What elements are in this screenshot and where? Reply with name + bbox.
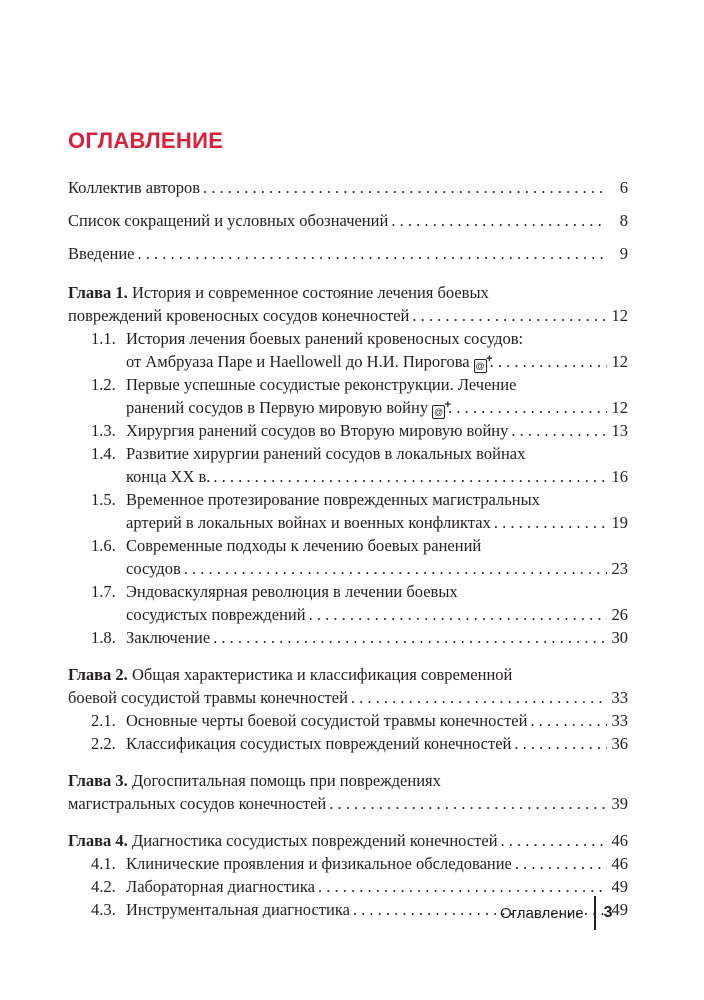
chapter-label: Глава 4.: [68, 831, 128, 850]
section-title-line: Классификация сосудистых повреждений конечностей: [126, 734, 512, 753]
dot-leader: [309, 603, 607, 626]
section-title-line: Временное протезирование поврежденных магистральных: [126, 490, 540, 509]
entry-page: 12: [611, 352, 628, 371]
dot-leader: [515, 852, 607, 875]
entry-page: 46: [611, 854, 628, 873]
electronic-resource-icon: @ +: [474, 359, 487, 373]
toc-section-2-1[interactable]: [68, 709, 628, 732]
dot-leader: [213, 465, 607, 488]
section-title-line: сосудов: [126, 559, 181, 578]
chapter-title-line: боевой сосудистой травмы конечностей: [68, 688, 348, 707]
toc-chapter-3[interactable]: [68, 769, 628, 815]
section-title-line: Инструментальная диагностика: [126, 900, 350, 919]
section-number: 1.3.: [91, 421, 116, 440]
dot-leader: [494, 511, 607, 534]
section-title-line: Лабораторная диагностика: [126, 877, 315, 896]
dot-leader: [318, 875, 607, 898]
toc-section-1-3[interactable]: [68, 419, 628, 442]
entry-page: 46: [611, 831, 628, 850]
toc-chapter-4[interactable]: [68, 829, 628, 852]
toc-section-1-5[interactable]: [68, 488, 628, 534]
section-title-line: Развитие хирургии ранений сосудов в локальных войнах: [126, 444, 526, 463]
entry-text: Введение: [68, 244, 135, 263]
section-number: 2.2.: [91, 734, 116, 753]
entry-page: 19: [611, 513, 628, 532]
toc-entry-abbreviations[interactable]: [68, 209, 628, 232]
entry-page: 36: [611, 734, 628, 753]
page-number: 3: [603, 904, 613, 921]
page-footer: [500, 896, 613, 930]
entry-page: 12: [611, 398, 628, 417]
section-title-line: Эндоваскулярная революция в лечении боевых: [126, 582, 458, 601]
toc-chapter-1[interactable]: [68, 281, 628, 327]
entry-text: Коллектив авторов: [68, 178, 200, 197]
chapter-title-line: Догоспитальная помощь при повреждениях: [131, 771, 441, 790]
entry-page: 39: [611, 794, 628, 813]
dot-leader: [511, 419, 607, 442]
running-footer-label: Оглавление: [500, 904, 584, 922]
section-number: 1.7.: [91, 582, 116, 601]
toc-section-1-7[interactable]: [68, 580, 628, 626]
dot-leader: [448, 396, 607, 419]
chapter-label: Глава 3.: [68, 771, 128, 790]
entry-page: 12: [611, 306, 628, 325]
chapter-title-line: Общая характеристика и классификация современной: [131, 665, 513, 684]
entry-page: 8: [619, 211, 628, 230]
section-title-line: Заключение: [126, 628, 211, 647]
dot-leader: [530, 709, 607, 732]
footer-divider: [594, 896, 596, 930]
chapter-title-line: Диагностика сосудистых повреждений конечностей: [131, 831, 498, 850]
entry-page: 49: [611, 900, 628, 919]
chapter-title-line: повреждений кровеносных сосудов конечностей: [68, 306, 410, 325]
entry-page: 16: [611, 467, 628, 486]
chapter-title-line: магистральных сосудов конечностей: [68, 794, 327, 813]
dot-leader: [203, 176, 607, 199]
entry-page: 26: [611, 605, 628, 624]
toc-section-4-1[interactable]: [68, 852, 628, 875]
dot-leader: [138, 242, 607, 265]
dot-leader: [329, 792, 607, 815]
entry-page: 33: [611, 711, 628, 730]
toc-entry-introduction[interactable]: [68, 242, 628, 265]
section-title-line: Хирургия ранений сосудов во Вторую мировую войну: [126, 421, 509, 440]
section-title-line: Клинические проявления и физикальное обследование: [126, 854, 512, 873]
section-title-line: сосудистых повреждений: [126, 605, 306, 624]
electronic-resource-icon: @ +: [432, 405, 445, 419]
toc-section-1-2[interactable]: [68, 373, 628, 419]
toc-entry-authors[interactable]: [68, 176, 628, 199]
section-number: 1.2.: [91, 375, 116, 394]
section-number: 1.5.: [91, 490, 116, 509]
toc-chapter-2[interactable]: [68, 663, 628, 709]
chapter-title-line: История и современное состояние лечения боевых: [131, 283, 489, 302]
entry-page: 30: [611, 628, 628, 647]
toc-section-4-2[interactable]: [68, 875, 628, 898]
entry-text: Список сокращений и условных обозначений: [68, 211, 389, 230]
section-number: 1.4.: [91, 444, 116, 463]
section-number: 1.1.: [91, 329, 116, 348]
section-title-line: ранений сосудов в Первую мировую войну: [126, 398, 429, 417]
section-title-line: Основные черты боевой сосудистой травмы конечностей: [126, 711, 528, 730]
dot-leader: [184, 557, 607, 580]
section-number: 4.3.: [91, 900, 116, 919]
section-title-line: от Амбруаза Паре и Haellowell до Н.И. Пирогова: [126, 352, 470, 371]
entry-page: 49: [611, 877, 628, 896]
section-number: 4.2.: [91, 877, 116, 896]
dot-leader: [213, 626, 607, 649]
entry-page: 13: [611, 421, 628, 440]
section-title-line: Современные подходы к лечению боевых ранений: [126, 536, 482, 555]
table-of-contents: [68, 176, 628, 921]
dot-leader: [351, 686, 607, 709]
toc-section-1-1[interactable]: [68, 327, 628, 373]
section-title-line: Первые успешные сосудистые реконструкции. Лечение: [126, 375, 517, 394]
section-number: 1.8.: [91, 628, 116, 647]
dot-leader: [490, 350, 607, 373]
toc-title: ОГЛАВЛЕНИЕ: [68, 128, 224, 153]
toc-section-1-8[interactable]: [68, 626, 628, 649]
section-number: 2.1.: [91, 711, 116, 730]
entry-page: 9: [619, 244, 628, 263]
chapter-label: Глава 1.: [68, 283, 128, 302]
section-number: 4.1.: [91, 854, 116, 873]
toc-section-1-6[interactable]: [68, 534, 628, 580]
section-title-line: История лечения боевых ранений кровеносных сосудов:: [126, 329, 524, 348]
section-title-line: артерий в локальных войнах и военных конфликтах: [126, 513, 491, 532]
entry-page: 33: [611, 688, 628, 707]
toc-section-2-2[interactable]: [68, 732, 628, 755]
entry-page: 23: [611, 559, 628, 578]
dot-leader: [412, 304, 607, 327]
entry-page: 6: [619, 178, 628, 197]
section-number: 1.6.: [91, 536, 116, 555]
section-title-line: конца XX в.: [126, 467, 211, 486]
dot-leader: [501, 829, 607, 852]
toc-section-1-4[interactable]: [68, 442, 628, 488]
dot-leader: [391, 209, 607, 232]
chapter-label: Глава 2.: [68, 665, 128, 684]
dot-leader: [514, 732, 607, 755]
